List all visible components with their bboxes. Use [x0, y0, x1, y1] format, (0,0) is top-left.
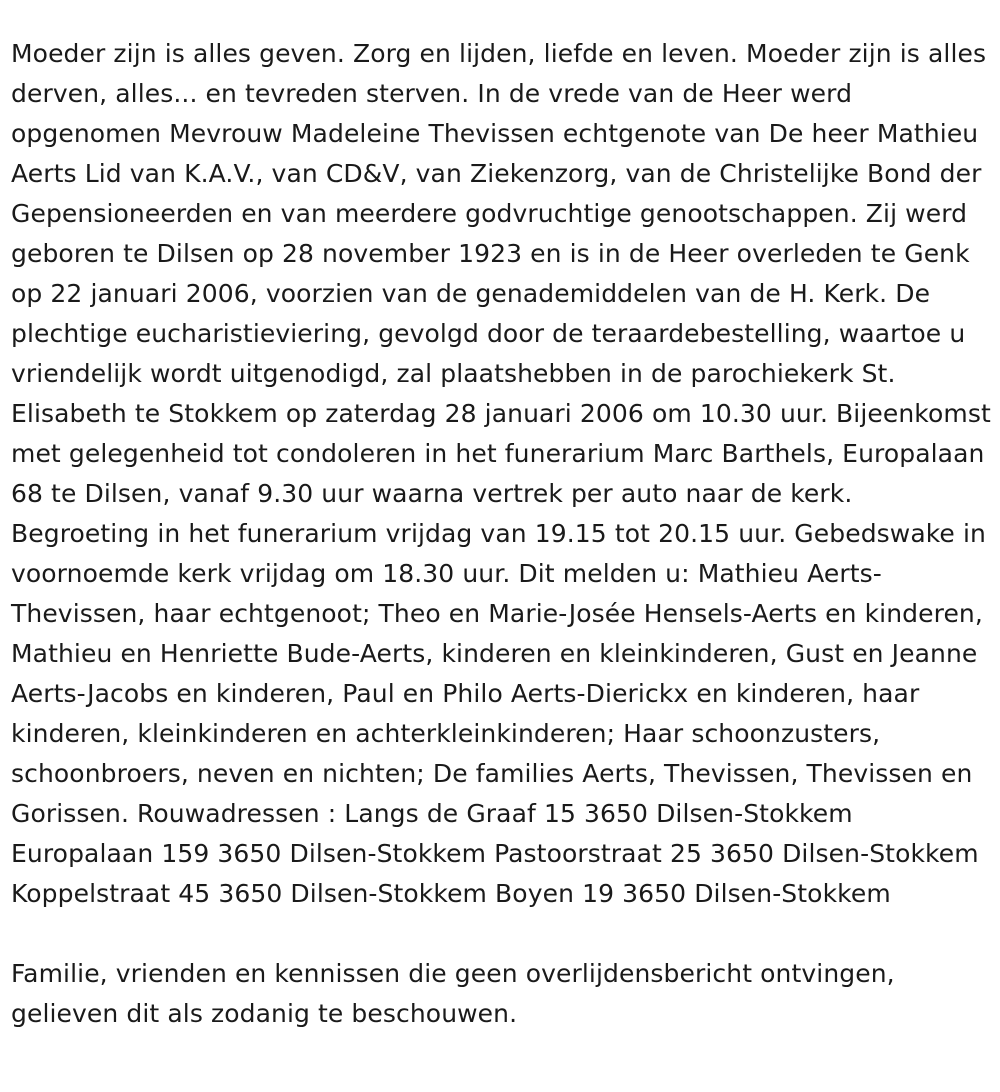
- paragraph-spacer: [11, 914, 992, 954]
- obituary-main-text: Moeder zijn is alles geven. Zorg en lijden, liefde en leven. Moeder zijn is alles derven, alles... en tevreden sterven. In de vrede van de Heer werd opgenomen Mevrouw Madeleine Thevissen echtgenote van De heer Mathieu Aerts Lid van K.A.V., van CD&V, van Ziekenzorg, van de Christelijke Bond der Gepensioneerden en van meerdere godvruchtige genootschappen. Zij werd geboren te Dilsen op 28 november 1923 en is in de Heer overleden te Genk op 22 januari 2006, voorzien van de genademiddelen van de H. Kerk. De plechtige eucharistieviering, gevolgd door de teraardebestelling, waartoe u vriendelijk wordt uitgenodigd, zal plaatshebben in de parochiekerk St. Elisabeth te Stokkem op zaterdag 28 januari 2006 om 10.30 uur. Bijeenkomst met gelegenheid tot condoleren in het funerarium Marc Barthels, Europalaan 68 te Dilsen, vanaf 9.30 uur waarna vertrek per auto naar de kerk. Begroeting in het funerarium vrijdag van 19.15 tot 20.15 uur. Gebedswake in voornoemde kerk vrijdag om 18.30 uur. Dit melden u: Mathieu Aerts-Thevissen, haar echtgenoot; Theo en Marie-Josée Hensels-Aerts en kinderen, Mathieu en Henriette Bude-Aerts, kinderen en kleinkinderen, Gust en Jeanne Aerts-Jacobs en kinderen, Paul en Philo Aerts-Dierickx en kinderen, haar kinderen, kleinkinderen en achterkleinkinderen; Haar schoonzusters, schoonbroers, neven en nichten; De families Aerts, Thevissen, Thevissen en Gorissen. Rouwadressen : Langs de Graaf 15 3650 Dilsen-Stokkem Europalaan 159 3650 Dilsen-Stokkem Pastoorstraat 25 3650 Dilsen-Stokkem Koppelstraat 45 3650 Dilsen-Stokkem Boyen 19 3650 Dilsen-Stokkem: [11, 39, 991, 908]
- obituary-closing-note: Familie, vrienden en kennissen die geen overlijdensbericht ontvingen, gelieven dit als zodanig te beschouwen.: [11, 959, 895, 1028]
